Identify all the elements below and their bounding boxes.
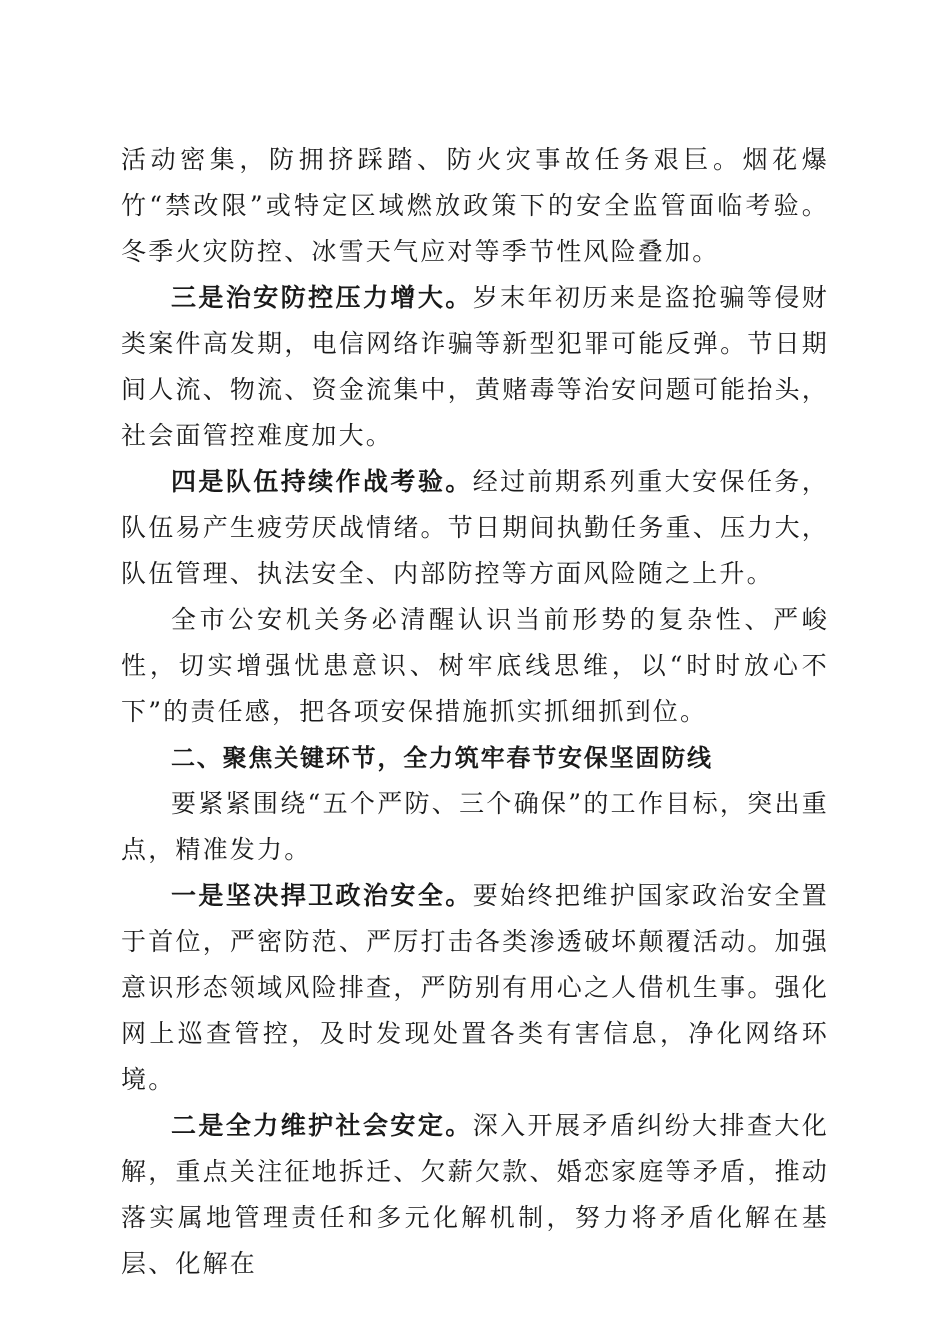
document-body xyxy=(121,137,829,1287)
paragraph-7 xyxy=(121,1103,829,1287)
paragraph-5 xyxy=(121,781,829,873)
paragraph-6 xyxy=(121,873,829,1103)
section-heading-text: 二、聚焦关键环节，全力筑牢春节安保坚固防线 xyxy=(171,744,713,772)
paragraph-6-lead: 一是坚决捍卫政治安全。 xyxy=(171,881,473,910)
paragraph-2-text: 岁末年初历来是盗抢骗等侵财类案件高发期，电信网络诈骗等新型犯罪可能反弹。节日期间人流、物流、资金流集中，黄赌毒等治安问题可能抬头，社会面管控难度加大。 xyxy=(121,283,829,450)
section-heading xyxy=(121,735,829,781)
paragraph-6-text: 要始终把维护国家政治安全置于首位，严密防范、严厉打击各类渗透破坏颠覆活动。加强意识形态领域风险排查，严防别有用心之人借机生事。强化网上巡查管控，及时发现处置各类有害信息，净化网络环境。 xyxy=(121,881,829,1094)
paragraph-4 xyxy=(121,597,829,735)
paragraph-3-lead: 四是队伍持续作战考验。 xyxy=(171,467,473,496)
paragraph-2 xyxy=(121,275,829,459)
paragraph-7-text: 深入开展矛盾纠纷大排查大化解，重点关注征地拆迁、欠薪欠款、婚恋家庭等矛盾，推动落实属地管理责任和多元化解机制，努力将矛盾化解在基层、化解在 xyxy=(121,1111,829,1278)
paragraph-2-lead: 三是治安防控压力增大。 xyxy=(171,283,473,312)
paragraph-3 xyxy=(121,459,829,597)
paragraph-7-lead: 二是全力维护社会安定。 xyxy=(171,1111,473,1140)
paragraph-1 xyxy=(121,137,829,275)
paragraph-3-text: 经过前期系列重大安保任务，队伍易产生疲劳厌战情绪。节日期间执勤任务重、压力大，队伍管理、执法安全、内部防控等方面风险随之上升。 xyxy=(121,467,829,588)
paragraph-1-text: 活动密集，防拥挤踩踏、防火灾事故任务艰巨。烟花爆竹“禁改限”或特定区域燃放政策下的安全监管面临考验。冬季火灾防控、冰雪天气应对等季节性风险叠加。 xyxy=(121,145,829,266)
paragraph-5-text: 要紧紧围绕“五个严防、三个确保”的工作目标，突出重点，精准发力。 xyxy=(121,789,829,864)
paragraph-4-text: 全市公安机关务必清醒认识当前形势的复杂性、严峻性，切实增强忧患意识、树牢底线思维，以“时时放心不下”的责任感，把各项安保措施抓实抓细抓到位。 xyxy=(121,605,829,726)
